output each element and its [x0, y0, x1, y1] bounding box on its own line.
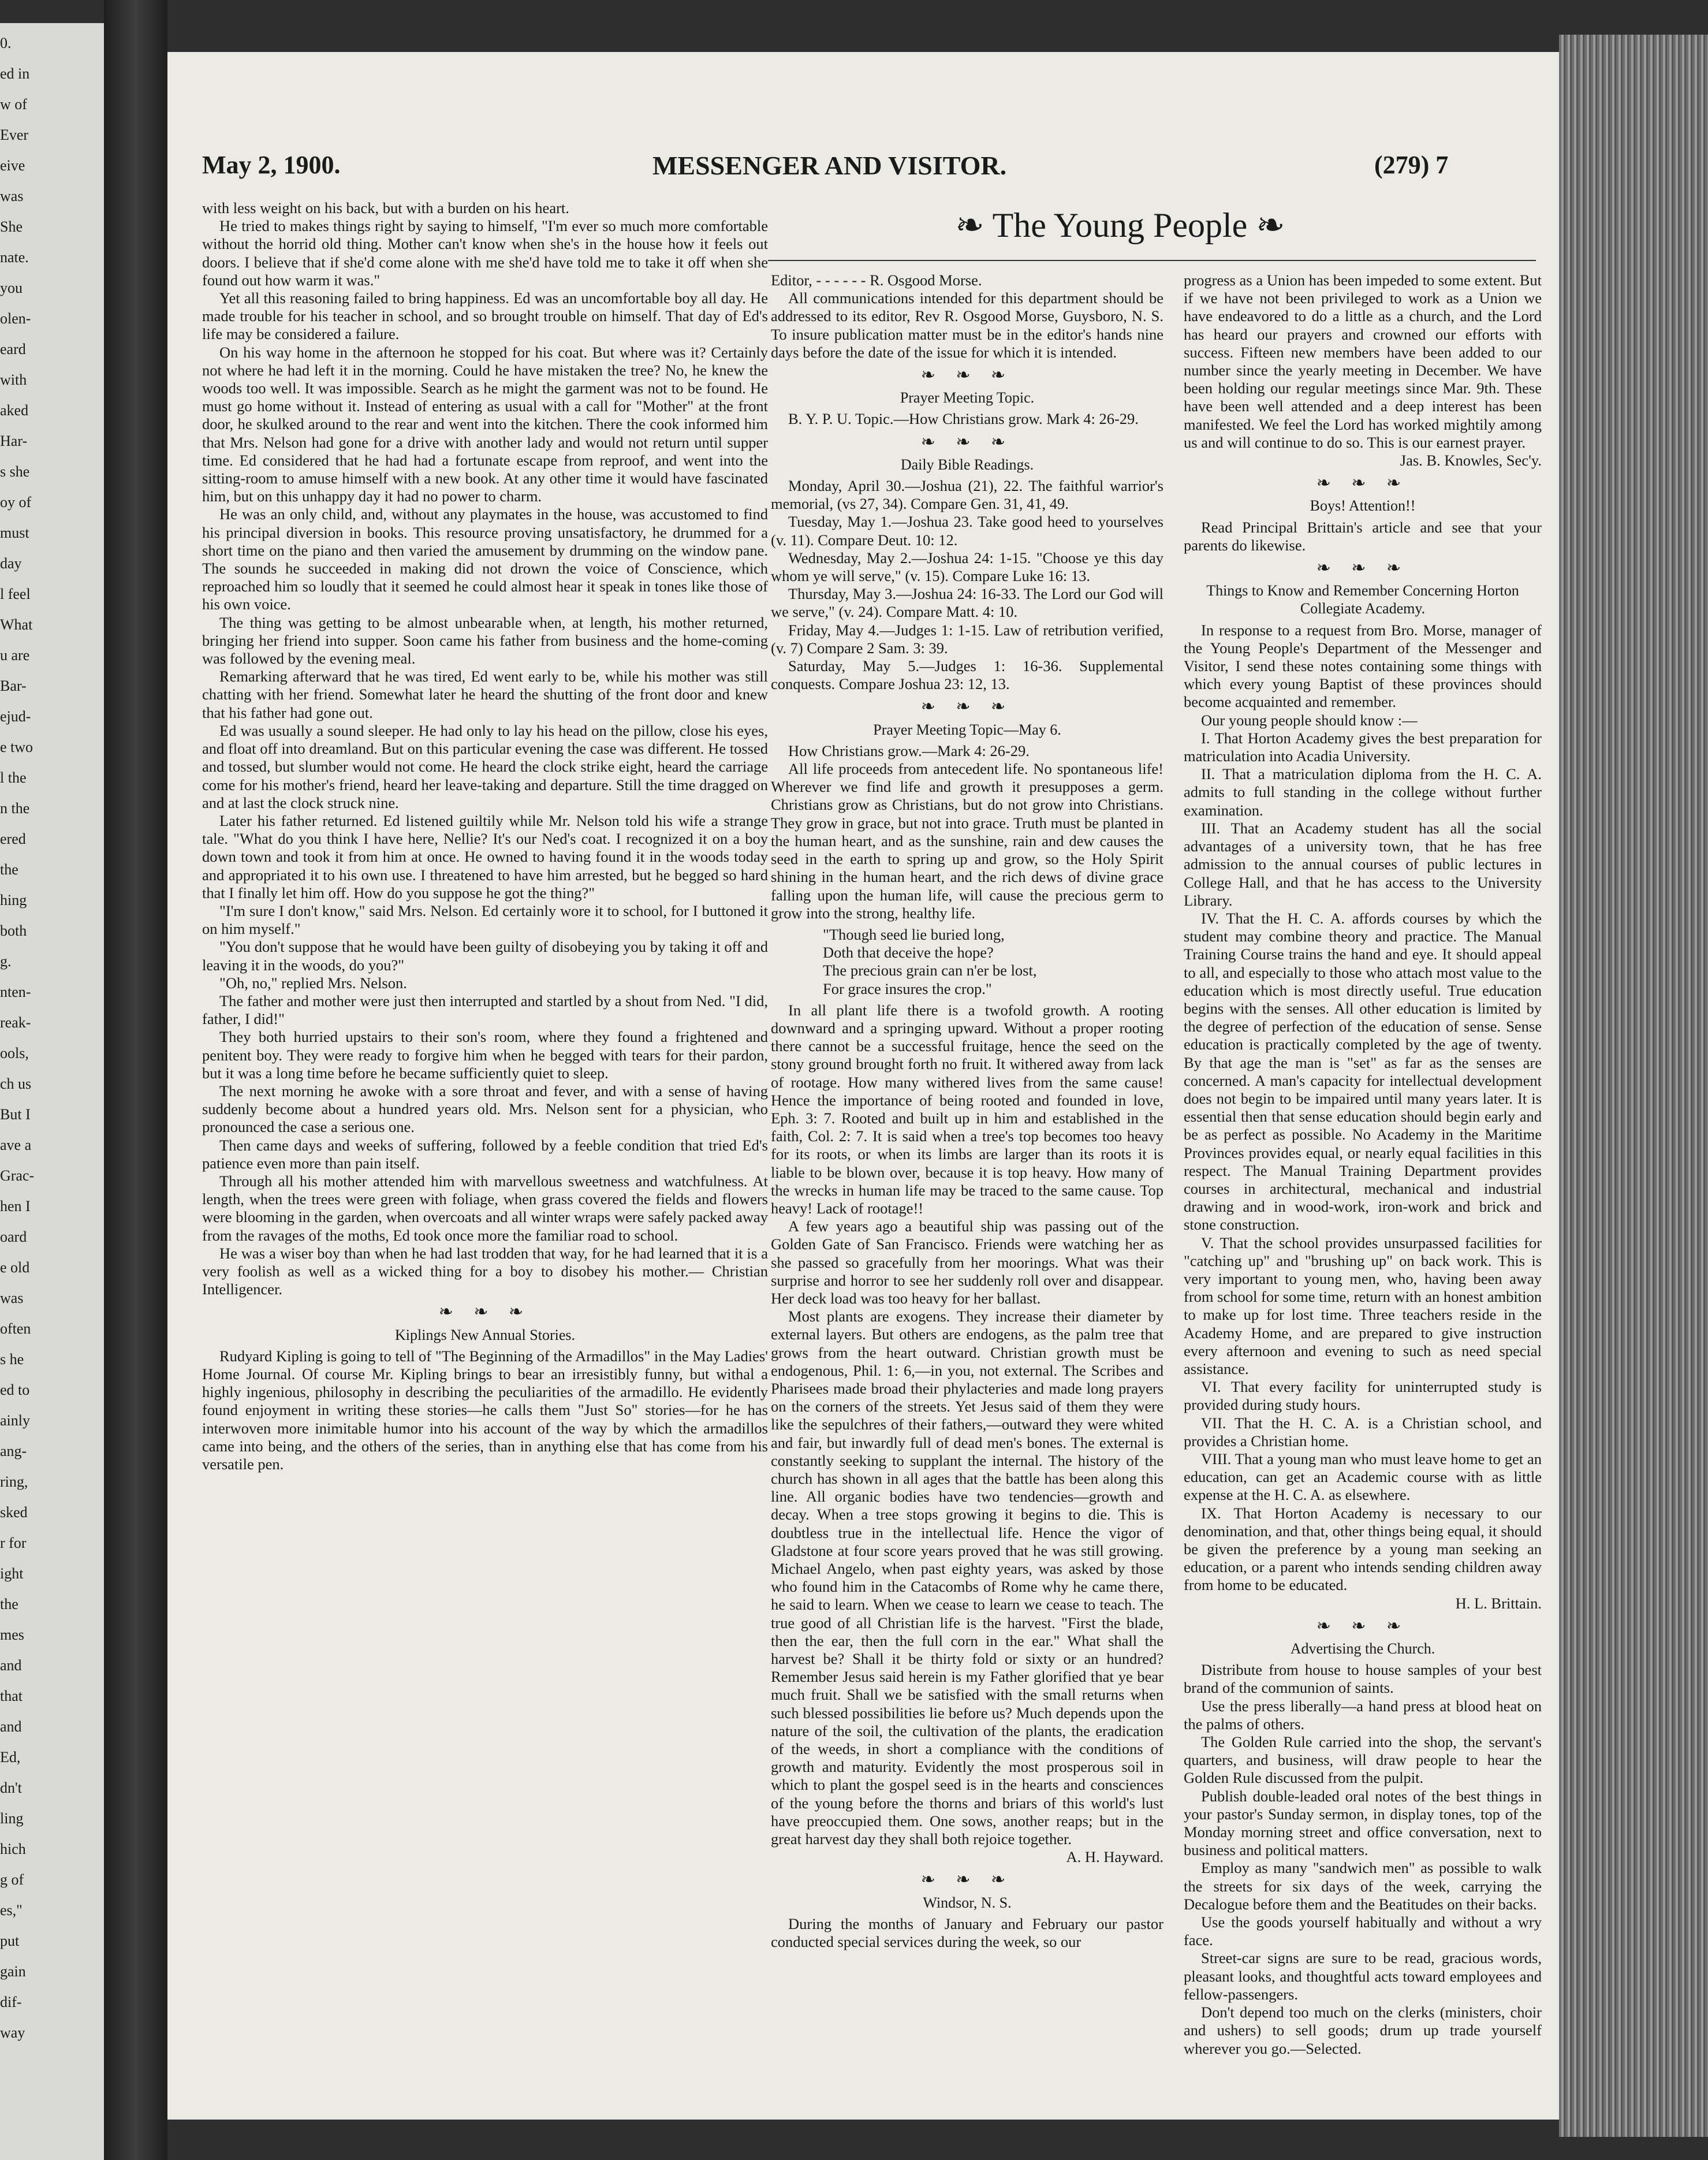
left-fragment: and — [0, 1657, 22, 1674]
paragraph: B. Y. P. U. Topic.—How Christians grow. Mark 4: 26-29. — [788, 410, 1139, 428]
left-fragment: hich — [0, 1841, 26, 1857]
reading-item: Saturday, May 5.—Judges 1: 16-36. Supplemental conquests. Compare Joshua 23: 12, 13. — [771, 657, 1163, 693]
paragraph: The father and mother were just then interrupted and startled by a shout from Ned. "I did, father, I did!" — [202, 992, 768, 1028]
left-fragment: olen- — [0, 310, 31, 327]
left-fragment: dif- — [0, 1994, 22, 2010]
list-item: II. That a matriculation diploma from the H. C. A. admits to full standing in the college without further examination. — [1184, 765, 1542, 819]
paragraph: Most plants are exogens. They increase their diameter by external layers. But others are endogens, as the palm tree that grows from the heart outward. Christian growth must be endogenous, Phil. 1: 6,—in you, not external. The Scribes and Pharisees made broad their phylacteries and made long prayers on the corners of the streets. Yet Jesus said of them they were like the sepulchres of their fathers,—outward they were whited and fair, but inwardly full of dead men's bones. The external is constantly seeking to supplant the internal. The history of the church has shown in all ages that the battle has been along this line. All organic bodies have two tendencies—growth and decay. When a tree stops growing it begins to die. This is doubtless true in the intellectual life. Hence the vigor of Gladstone at four score years proved that he was still growing. Michael Angelo, when past eighty years, was asked by those who found him in the Catacombs of Rome why he came there, he said to learn. When we cease to learn we cease to teach. The true good of all Christian life is the harvest. "First the blade, then the ear, then the full corn in the ear." What shall the harvest be? Shall it be thirty fold or sixty or an hundred? Remember Jesus said herein is my Father glorified that ye bear much fruit. Shall we be satisfied with the small returns when such blessed possibilities lie before us? Much depends upon the nature of the soil, the cultivation of the plants, the eradication of the weeds, in short a compliance with the conditions of growth and maturity. Evidently the most prosperous soil in which to plant the gospel seed is in the hearts and consciences of the young before the thorns and briars of this world's lust have preoccupied them. One sows, another reaps; but in the great harvest day they shall both rejoice together. — [771, 1308, 1163, 1848]
list-item: Use the press liberally—a hand press at blood heat on the palms of others. — [1184, 1697, 1542, 1733]
reading-item: Monday, April 30.—Joshua (21), 22. The faithful warrior's memorial, (vs 27, 34). Compare Gen. 31, 41, 49. — [771, 477, 1163, 513]
left-fragment: nate. — [0, 249, 29, 266]
column-3 — [1184, 271, 1542, 2108]
ornament-icon: ❧ — [955, 206, 984, 244]
poem-line: "Though seed lie buried long, — [823, 925, 1005, 943]
paragraph: Yet all this reasoning failed to bring happiness. Ed was an uncomfortable boy all day. He made trouble for his teacher in school, and so brought trouble on himself. That day of Ed's life may be considered a failure. — [202, 289, 768, 343]
left-fragment: put — [0, 1932, 20, 1949]
paragraph: Later his father returned. Ed listened guiltily while Mr. Nelson told his wife a strange tale. "What do you think I have here, Nellie? It's our Ned's coat. I recognized it on a boy down town and took it from him at once. He owned to having found it in the woods today and appropriated it to his own use. I threatened to have him arrested, but he begged so hard that I finally let him off. How do you suppose he got the thing?" — [202, 811, 768, 902]
left-fragment: and — [0, 1718, 22, 1735]
left-fragment: ch us — [0, 1075, 32, 1092]
left-fragment: with — [0, 371, 27, 388]
ornament-divider: ❧ ❧ ❧ — [920, 1870, 1014, 1890]
left-fragment: ave a — [0, 1137, 32, 1153]
left-page-fragment — [0, 23, 104, 2160]
page-number: (279) 7 — [1374, 151, 1449, 179]
left-fragment: s she — [0, 463, 30, 480]
list-item: III. That an Academy student has all the social advantages of a university town, that he has free admission to the annual courses of public lectures in College Hall, and that he has access to the University Library. — [1184, 819, 1542, 909]
paragraph: All life proceeds from antecedent life. No spontaneous life! Wherever we find life and growth it presupposes a germ. Christians grow as Christians, but do not grow into Christians. They grow in grace, but not into grace. Truth must be planted in the human heart, and as the sunshine, rain and dew causes the seed in the earth to spring up and grow, so the Holy Spirit shining in the human heart, and the rich dews of divine grace falling upon the human life, will cause the precious germ to grow into the strong, healthy life. — [771, 760, 1163, 922]
paragraph: He tried to makes things right by saying to himself, "I'm ever so much more comfortable without the horrid old thing. Mother can't know when she's in the house how it feels out doors. I believe that if she'd come alone with me she'd have told me to take it off when she found out how warm it was." — [202, 217, 768, 289]
editor-line: Editor, - - - - - - R. Osgood Morse. — [771, 271, 982, 289]
paragraph: Our young people should know :— — [1201, 711, 1418, 729]
prayer-meeting-heading: Prayer Meeting Topic—May 6. — [873, 721, 1061, 738]
left-fragment: r for — [0, 1535, 27, 1551]
left-fragment: Har- — [0, 433, 28, 449]
list-item: VII. That the H. C. A. is a Christian school, and provides a Christian home. — [1184, 1414, 1542, 1450]
column-2 — [771, 271, 1163, 2108]
windsor-heading: Windsor, N. S. — [923, 1894, 1012, 1911]
left-fragment: hen I — [0, 1198, 31, 1215]
title-rule — [768, 260, 1536, 261]
ornament-divider: ❧ ❧ ❧ — [1316, 558, 1409, 578]
poem-line: Doth that deceive the hope? — [823, 944, 994, 962]
paragraph: How Christians grow.—Mark 4: 26-29. — [788, 742, 1030, 759]
paragraph: He was an only child, and, without any playmates in the house, was accustomed to find his principal diversion in books. This resource proving unsatisfactory, he drummed for a short time on the piano and then varied the amusement by drumming on the window pane. The sounds he succeeded in making did not drown the voice of Conscience, which reproached him so loudly that it seemed he could almost hear it speak in tones like those of his own voice. — [202, 505, 768, 613]
reading-item: Tuesday, May 1.—Joshua 23. Take good heed to yourselves (v. 11). Compare Deut. 10: 12. — [771, 513, 1163, 549]
left-fragment: mes — [0, 1626, 24, 1643]
list-item: Use the goods yourself habitually and without a wry face. — [1184, 1913, 1542, 1949]
boys-heading: Boys! Attention!! — [1310, 497, 1416, 515]
paragraph: All communications intended for this department should be addressed to its editor, Rev R. Osgood Morse, Guysboro, N. S. To insure publication matter must be in the editor's hands nine days before the date of the issue for which it is intended. — [771, 289, 1163, 361]
story-paragraph: Rudyard Kipling is going to tell of "The Beginning of the Armadillos" in the May Ladies' Home Journal. Of course Mr. Kipling brings to bear an irresistibly funny, but withal a highly ingenious, philosophy in describing the peculiarities of the armadillo. He evidently found enjoyment in writing these stories—he calls them "Just So" stories—for he has interwoven more inimitable humor into his account of the way by which the armadillos came into being, and the others of the series, than in anything else that has come from his versatile pen. — [202, 1347, 768, 1473]
left-fragment: ainly — [0, 1412, 30, 1429]
header-date: May 2, 1900. — [202, 151, 341, 179]
left-fragment: ools, — [0, 1045, 29, 1062]
paragraph: During the months of January and February our pastor conducted special services during the week, so our — [771, 1915, 1163, 1951]
poem-line: For grace insures the crop." — [823, 980, 992, 997]
left-fragment: ejud- — [0, 708, 31, 725]
list-item: Publish double-leaded oral notes of the best things in your pastor's Sunday sermon, in display tones, top of the Monday morning street and office conversation, next to business and political matters. — [1184, 1787, 1542, 1859]
paragraph: The next morning he awoke with a sore throat and fever, and with a sense of having suddenly become about a hundred years old. Mrs. Nelson sent for a physician, who pronounced the case a serious one. — [202, 1082, 768, 1136]
ornament-divider: ❧ ❧ ❧ — [920, 432, 1014, 452]
paragraph: In all plant life there is a twofold growth. A rooting downward and a springing upward. Without a proper rooting there cannot be a successful fruitage, hence the seed on the stony ground brought forth no fruit. It withered away from lack of rootage. How many withered lives from the same cause! Hence the importance of being rooted and founded in love, Eph. 3: 7. Rooted and built up in him and established in the faith, Col. 2: 7. It is said when a tree's top becomes too heavy for its roots, or when its limbs are larger than its roots it is liable to be blown over, because it is top heavy. How many of the wrecks in human life may be traced to the same cause. Top heavy! Lack of rootage!! — [771, 1001, 1163, 1217]
poem-line: The precious grain can n'er be lost, — [823, 962, 1037, 980]
reading-item: Wednesday, May 2.—Joshua 24: 1-15. "Choose ye this day whom ye will serve," (v. 15). Compare Luke 16: 13. — [771, 549, 1163, 585]
left-fragment: What — [0, 616, 33, 633]
list-item: Don't depend too much on the clerks (ministers, choir and ushers) to sell goods; drum up trade yourself wherever you go.—Selected. — [1184, 2003, 1542, 2057]
ornament-divider: ❧ ❧ ❧ — [438, 1302, 532, 1322]
signature: H. L. Brittain. — [1455, 1594, 1542, 1612]
left-fragment: nten- — [0, 984, 31, 1000]
left-fragment: way — [0, 2024, 25, 2041]
left-fragment: n the — [0, 800, 30, 817]
left-fragment: must — [0, 524, 29, 541]
left-fragment: l feel — [0, 586, 31, 602]
masthead: MESSENGER AND VISITOR. — [652, 151, 1007, 180]
left-fragment: g of — [0, 1871, 24, 1888]
left-fragment: w of — [0, 96, 27, 113]
left-fragment: She — [0, 218, 23, 235]
left-fragment: you — [0, 280, 23, 296]
left-fragment: was — [0, 188, 24, 204]
list-item: The Golden Rule carried into the shop, the servant's quarters, and business, will draw people to hear the Golden Rule discussed from the pulpit. — [1184, 1733, 1542, 1787]
left-fragment: Ed, — [0, 1749, 21, 1766]
list-item: VI. That every facility for uninterrupted study is provided during study hours. — [1184, 1378, 1542, 1414]
paragraph: Remarking afterward that he was tired, Ed went early to be, while his mother was still chatting with her friend. Somewhat later he heard the shutting of the front door and knew that his father had gone out. — [202, 668, 768, 721]
ornament-icon: ❧ — [1256, 206, 1285, 244]
list-item: VIII. That a young man who must leave home to get an education, can get an Academic course with as little expense at the H. C. A. as elsewhere. — [1184, 1450, 1542, 1504]
left-fragment: ed to — [0, 1381, 30, 1398]
list-item: IX. That Horton Academy is necessary to our denomination, and that, other things being equal, it should be given the preference by a young man seeking an education, or a parent who intends sending children away from home to be educated. — [1184, 1504, 1542, 1594]
signature: A. H. Hayward. — [1066, 1848, 1163, 1866]
left-fragment: ang- — [0, 1443, 27, 1459]
reading-item: Thursday, May 3.—Joshua 24: 16-33. The Lord our God will we serve," (v. 24). Compare Matt. 4: 10. — [771, 585, 1163, 621]
left-fragment: reak- — [0, 1014, 31, 1031]
ornament-divider: ❧ ❧ ❧ — [1316, 1616, 1409, 1636]
paragraph: Ed was usually a sound sleeper. He had only to lay his head on the pillow, close his eyes, and float off into dreamland. But on this particular evening the case was different. He tossed and tossed, but slumber would not come. He heard the clock strike eight, heard the carriage come for his mother's friend, heard her leave-taking and departure. Still the time dragged on and at last the clock struck nine. — [202, 721, 768, 811]
left-fragment: Ever — [0, 126, 29, 143]
left-fragment: Grac- — [0, 1167, 35, 1184]
advertising-heading: Advertising the Church. — [1290, 1640, 1435, 1658]
left-fragment: ight — [0, 1565, 24, 1582]
paragraph: with less weight on his back, but with a burden on his heart. — [202, 199, 569, 217]
story-heading: Kiplings New Annual Stories. — [395, 1326, 575, 1343]
book-gutter — [104, 0, 167, 2160]
left-fragment: But I — [0, 1106, 31, 1123]
left-fragment: ring, — [0, 1473, 28, 1490]
newspaper-page — [167, 52, 1559, 2120]
left-fragment: 0. — [0, 35, 12, 51]
paragraph: Through all his mother attended him with marvellous sweetness and watchfulness. At length, when the trees were green with foliage, when grass covered the fields and flowers were blooming in the garden, when overcoats and all winter wraps were safely packed away from the ravages of the moths, Ed took once more the familiar road to school. — [202, 1172, 768, 1244]
paragraph: In response to a request from Bro. Morse, manager of the Young People's Department of the Messenger and Visitor, I send these notes containing some things with which every young Baptist of these provinces should become acquainted and remember. — [1184, 621, 1542, 711]
poem — [771, 926, 1163, 998]
reading-item: Friday, May 4.—Judges 1: 1-15. Law of retribution verified, (v. 7) Compare 2 Sam. 3: 39. — [771, 621, 1163, 657]
ornament-divider: ❧ ❧ ❧ — [1316, 474, 1409, 493]
left-fragment: both — [0, 922, 27, 939]
list-item: Distribute from house to house samples of your best brand of the communion of saints. — [1184, 1661, 1542, 1697]
ornament-divider: ❧ ❧ ❧ — [920, 697, 1014, 717]
left-fragment: u are — [0, 647, 30, 664]
paragraph: They both hurried upstairs to their son's room, where they found a frightened and penitent boy. They were ready to forgive him when he begged with tears for their pardon, but it was a long time before he became sufficiently quiet to sleep. — [202, 1028, 768, 1082]
left-fragment: sked — [0, 1504, 28, 1521]
column-1 — [202, 199, 768, 2108]
left-fragment: Bar- — [0, 677, 27, 694]
paragraph: On his way home in the afternoon he stopped for his coat. But where was it? Certainly not where he had left it in the morning. Could he have mistaken the tree? No, he knew the woods too well. It was impossible. Search as he might the garment was not to be found. He must go home without it. Instead of entering as usual with a call for "Mother" at the front door, he skulked around to the rear and went into the kitchen. There the cook informed him that Mrs. Nelson had gone for a drive with another lady and would not return until supper time. Ed considered that he had had a fortunate escape from reproof, and went into the sitting-room to amuse himself with a new book. At any other time it would have fascinated him, but on this unhappy day it had no power to charm. — [202, 343, 768, 505]
paragraph: "I'm sure I don't know," said Mrs. Nelson. Ed certainly wore it to school, for I buttoned it on him myself." — [202, 902, 768, 938]
left-fragment: that — [0, 1688, 23, 1704]
left-fragment: es," — [0, 1902, 23, 1919]
paragraph: Read Principal Brittain's article and see that your parents do likewise. — [1184, 518, 1542, 554]
page-header — [202, 150, 1553, 185]
left-fragment: g. — [0, 953, 12, 970]
left-fragment: the — [0, 861, 18, 878]
left-fragment: e old — [0, 1259, 30, 1276]
ornament-divider: ❧ ❧ ❧ — [920, 366, 1014, 385]
list-item: IV. That the H. C. A. affords courses by which the student may combine theory and practice. The Manual Training Course trains the hand and eye. It should appeal to all, and especially to those who attach most value to the education which is most directly useful. True education begins with the senses. All other education is limited by the degree of perfection of the education of sense. Sense education is practically completed by the age of twenty. By that age the man is "set" as far as the senses are concerned. A man's capacity for intellectual development does not begin to be impaired until many years later. It is essential then that sense education should begin early and be as perfect as possible. No Academy in the Maritime Provinces provides equal, or nearly equal facilities in this respect. The Manual Training Department provides courses in architectural, mechanical and industrial drawing and in wood-work, iron-work and brick and stone construction. — [1184, 909, 1542, 1234]
left-fragment: e two — [0, 739, 33, 755]
paragraph: The thing was getting to be almost unbearable when, at length, his mother returned, bringing her friend into supper. Soon came his father from business and the home-coming was followed by the evening meal. — [202, 613, 768, 668]
left-fragment: aked — [0, 402, 29, 419]
page-edges — [1559, 35, 1708, 2137]
signature: Jas. B. Knowles, Sec'y. — [1400, 452, 1542, 470]
left-fragment: s he — [0, 1351, 24, 1368]
academy-heading: Things to Know and Remember Concerning Horton Collegiate Academy. — [1206, 582, 1519, 617]
left-fragment: l the — [0, 769, 27, 786]
paragraph: A few years ago a beautiful ship was passing out of the Golden Gate of San Francisco. Friends were watching her as she passed so gracefully from her moorings. What was their surprise and horror to see her suddenly roll over and disappear. Her deck load was too heavy for her ballast. — [771, 1217, 1163, 1307]
paragraph: He was a wiser boy than when he had last trodden that way, for he had learned that it is a very foolish as well as a wicked thing for a boy to disobey his mother.— Christian Intelligencer. — [202, 1244, 768, 1298]
list-item: V. That the school provides unsurpassed facilities for "catching up" and "brushing up" on back work. This is very important to young men, who, having been away from school for some time, return with an honest ambition to make up for lost time. Three teachers reside in the Academy Home, and are prepared to give instruction every afternoon and evening to such as need special assistance. — [1184, 1234, 1542, 1377]
paragraph: progress as a Union has been impeded to some extent. But if we have not been privileged to work as a Union we have endeavored to do a little as a church, and the Lord has heard our prayers and crowned our efforts with success. Fifteen new members have been added to our number since the yearly meeting in December. We have been holding our regular meetings since Mar. 9th. These have been well attended and a deep interest has been manifested. We feel the Lord has worked mightily among us and will continue to do so. This is our earnest prayer. — [1184, 271, 1542, 451]
left-fragment: oy of — [0, 494, 32, 511]
left-fragment: ered — [0, 831, 26, 847]
left-fragment: ed in — [0, 65, 30, 82]
left-fragment: gain — [0, 1963, 26, 1980]
list-item: Street-car signs are sure to be read, gracious words, pleasant looks, and thoughtful acts toward employees and fellow-passengers. — [1184, 1949, 1542, 2003]
paragraph: Then came days and weeks of suffering, followed by a feeble condition that tried Ed's patience even more than pain itself. — [202, 1136, 768, 1172]
left-fragment: eive — [0, 157, 25, 174]
section-title: ❧ The Young People ❧ — [955, 206, 1285, 244]
left-fragment: eard — [0, 341, 26, 357]
left-fragment: was — [0, 1290, 24, 1306]
paragraph: "Oh, no," replied Mrs. Nelson. — [219, 974, 407, 992]
list-item: I. That Horton Academy gives the best preparation for matriculation into Acadia University. — [1184, 729, 1542, 765]
paragraph: "You don't suppose that he would have been guilty of disobeying you by taking it off and leaving it in the woods, do you?" — [202, 938, 768, 974]
left-fragment: ling — [0, 1810, 24, 1827]
left-fragment: the — [0, 1596, 18, 1612]
left-fragment: hing — [0, 892, 27, 908]
readings-heading: Daily Bible Readings. — [900, 456, 1034, 473]
topic-heading: Prayer Meeting Topic. — [900, 389, 1035, 407]
list-item: Employ as many "sandwich men" as possible to walk the streets for six days of the week, carrying the Decalogue before them and the Beatitudes on their backs. — [1184, 1859, 1542, 1913]
left-fragment: dn't — [0, 1779, 22, 1796]
left-fragment: often — [0, 1320, 31, 1337]
left-fragment: oard — [0, 1228, 27, 1245]
left-fragment: day — [0, 555, 22, 572]
